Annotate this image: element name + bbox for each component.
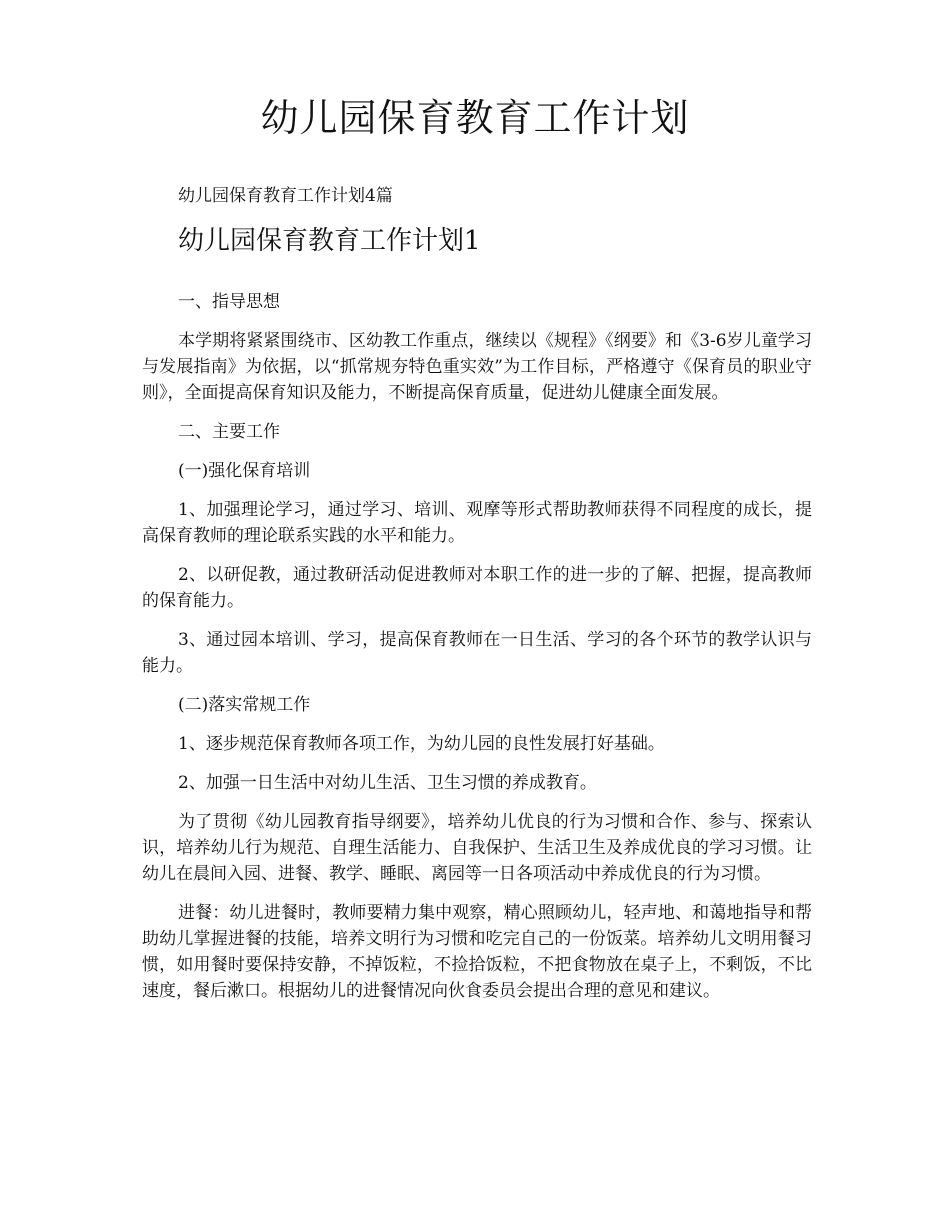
paragraph-guiding-ideology: 本学期将紧紧围绕市、区幼教工作重点，继续以《规程》《纲要》和《3-6岁儿童学习与发展指南》为依据，以“抓常规夯特色重实效”为工作目标，严格遵守《保育员的职业守则》，全面提高保育知识及能力，不断提高保育质量，促进幼儿健康全面发展。 [142, 331, 812, 403]
list-item-training-3: 3、通过园本培训、学习，提高保育教师在一日生活、学习的各个环节的教学认识与能力。 [142, 630, 812, 676]
document-subtitle: 幼儿园保育教育工作计划4篇 [178, 186, 393, 206]
list-item-training-2: 2、以研促教，通过教研活动促进教师对本职工作的进一步的了解、把握，提高教师的保育能力。 [142, 565, 812, 611]
subheading-routine-work: (二)落实常规工作 [178, 695, 311, 715]
list-item-routine-2: 2、加强一日生活中对幼儿生活、卫生习惯的养成教育。 [178, 773, 597, 793]
paragraph-meals: 进餐：幼儿进餐时，教师要精力集中观察，精心照顾幼儿，轻声地、和蔼地指导和帮助幼儿掌握进餐的技能，培养文明行为习惯和吃完自己的一份饭菜。培养幼儿文明用餐习惯，如用餐时要保持安静，不掉饭粒，不捡拾饭粒，不把食物放在桌子上，不剩饭，不比速度，餐后漱口。根据幼儿的进餐情况向伙食委员会提出合理的意见和建议。 [142, 903, 812, 1001]
paragraph-habits: 为了贯彻《幼儿园教育指导纲要》，培养幼儿优良的行为习惯和合作、参与、探索认识，培养幼儿行为规范、自理生活能力、自我保护、生活卫生及养成优良的学习习惯。让幼儿在晨间入园、进餐、教学、睡眠、离园等一日各项活动中养成优良的行为习惯。 [142, 812, 812, 884]
heading-main-work: 二、主要工作 [178, 422, 280, 442]
list-item-routine-1: 1、逐步规范保育教师各项工作，为幼儿园的良性发展打好基础。 [178, 734, 665, 754]
section-heading: 幼儿园保育教育工作计划1 [178, 226, 481, 256]
heading-guiding-ideology: 一、指导思想 [178, 292, 280, 312]
list-item-training-1: 1、加强理论学习，通过学习、培训、观摩等形式帮助教师获得不同程度的成长，提高保育教师的理论联系实践的水平和能力。 [142, 500, 812, 546]
document-body [142, 289, 812, 1017]
subheading-strengthen-training: (一)强化保育培训 [178, 461, 311, 481]
document-title: 幼儿园保育教育工作计划 [260, 96, 690, 140]
